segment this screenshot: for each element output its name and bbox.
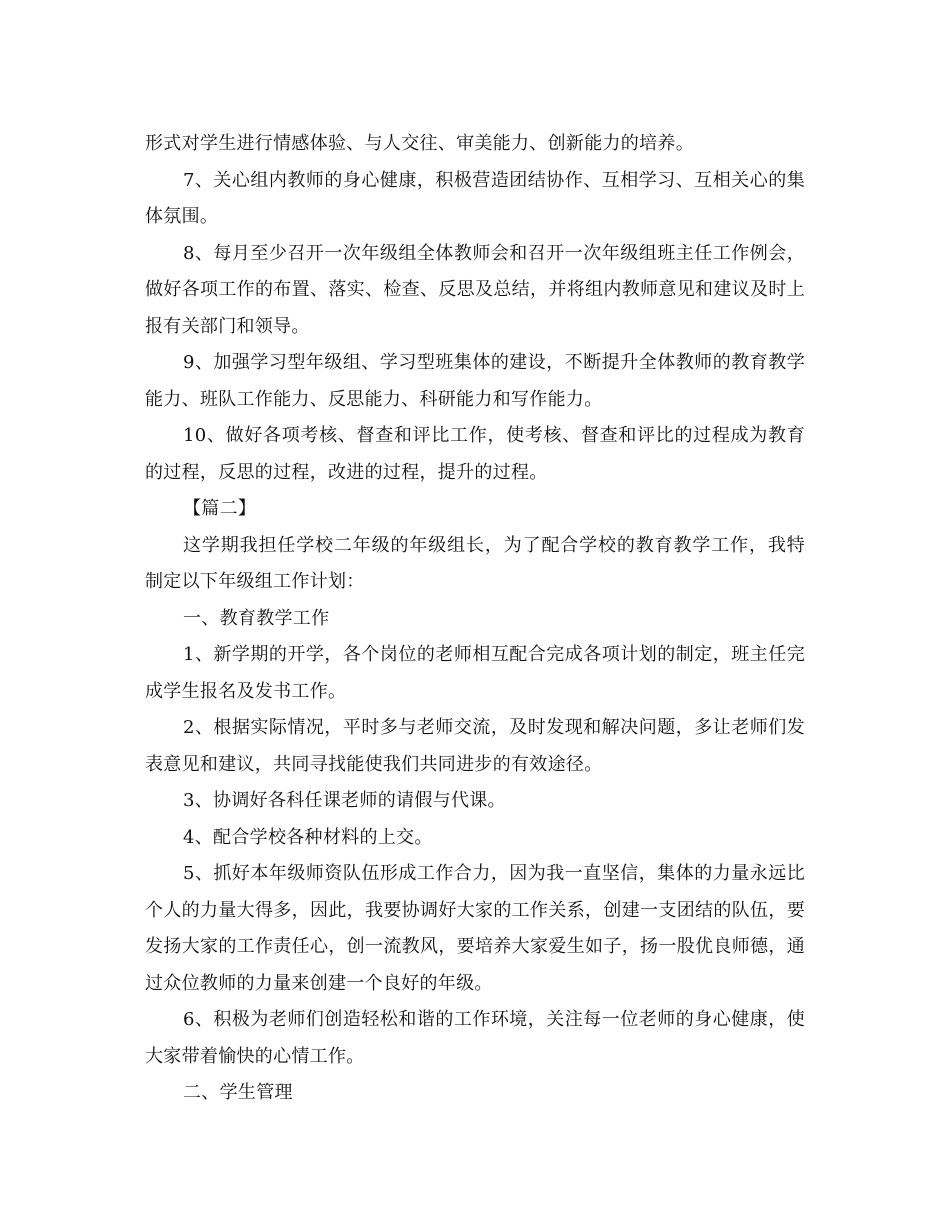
paragraph-item-9: 9、加强学习型年级组、学习型班集体的建设，不断提升全体教师的教育教学能力、班队工作能力、反思能力、科研能力和写作能力。 — [145, 352, 805, 410]
paragraph-teaching-3: 3、协调好各科任课老师的请假与代课。 — [183, 790, 506, 811]
paragraph-item-10: 10、做好各项考核、督查和评比工作，使考核、督查和评比的过程成为教育的过程，反思的过程，改进的过程，提升的过程。 — [145, 425, 805, 483]
paragraph-item-7: 7、关心组内教师的身心健康，积极营造团结协作、互相学习、互相关心的集体氛围。 — [145, 169, 805, 227]
paragraph-teaching-1: 1、新学期的开学，各个岗位的老师相互配合完成各项计划的制定，班主任完成学生报名及发书工作。 — [145, 644, 805, 702]
paragraph-teaching-4: 4、配合学校各种材料的上交。 — [183, 826, 433, 848]
paragraph-intro: 这学期我担任学校二年级的年级组长，为了配合学校的教育教学工作，我特制定以下年级组工作计划： — [145, 534, 805, 592]
section-heading-part-two: 【篇二】 — [183, 498, 257, 519]
section-heading-student-management: 二、学生管理 — [183, 1082, 293, 1103]
paragraph-teaching-5: 5、抓好本年级师资队伍形成工作合力，因为我一直坚信，集体的力量永远比个人的力量大得多，因此，我要协调好大家的工作关系，创建一支团结的队伍，要发扬大家的工作责任心，创一流教风，要培养大家爱生如子，扬一股优良师德，通过众位教师的力量来创建一个良好的年级。 — [145, 863, 805, 994]
paragraph-teaching-6: 6、积极为老师们创造轻松和谐的工作环境，关注每一位老师的身心健康，使大家带着愉快的心情工作。 — [145, 1009, 805, 1067]
paragraph-teaching-2: 2、根据实际情况，平时多与老师交流，及时发现和解决问题，多让老师们发表意见和建议，共同寻找能使我们共同进步的有效途径。 — [145, 717, 805, 775]
paragraph-item-8: 8、每月至少召开一次年级组全体教师会和召开一次年级组班主任工作例会，做好各项工作的布置、落实、检查、反思及总结，并将组内教师意见和建议及时上报有关部门和领导。 — [145, 242, 805, 337]
paragraph-continuation: 形式对学生进行情感体验、与人交往、审美能力、创新能力的培养。 — [145, 133, 694, 154]
document-body — [145, 126, 805, 1112]
section-heading-teaching: 一、教育教学工作 — [183, 607, 330, 629]
